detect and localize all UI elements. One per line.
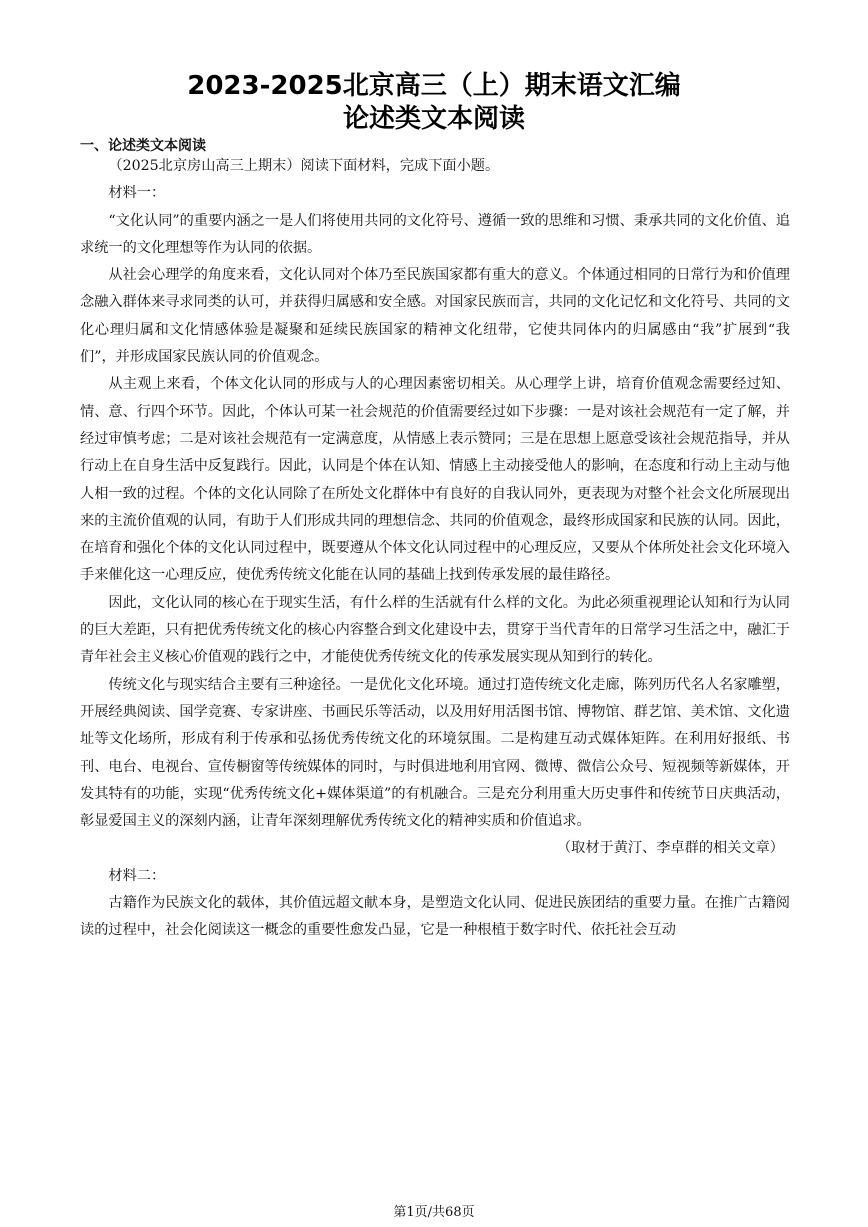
page-indicator: 第1页/共68页 xyxy=(393,1205,475,1220)
source-note: （取材于黄汀、李卓群的相关文章） xyxy=(556,840,784,857)
body-paragraph: 因此，文化认同的核心在于现实生活，有什么样的生活就有什么样的文化。为此必须重视理论认知和行为认同的巨大差距，只有把优秀传统文化的核心内容整合到文化建设中去，贯穿于当代青年的日常学习生活之中，融汇于青年社会主义核心价值观的践行之中，才能使优秀传统文化的传承发展实现从知到行的转化。 xyxy=(80,594,790,666)
body-paragraph: “文化认同”的重要内涵之一是人们将使用共同的文化符号、遵循一致的思维和习惯、秉承共同的文化价值、追求统一的文化理想等作为认同的依据。 xyxy=(80,212,790,256)
body-paragraph: 古籍作为民族文化的载体，其价值远超文献本身，是塑造文化认同、促进民族团结的重要力量。在推广古籍阅读的过程中，社会化阅读这一概念的重要性愈发凸显，它是一种根植于数字时代、依托社会互动 xyxy=(80,895,790,939)
material2-label: 材料二： xyxy=(108,867,166,884)
document-title: 2023-2025北京高三（上）期末语文汇编 xyxy=(187,71,681,101)
section-heading: 一、论述类文本阅读 xyxy=(80,138,206,154)
body-paragraph: 传统文化与现实结合主要有三种途径。一是优化文化环境。通过打造传统文化走廊，陈列历代名人名家雕塑，开展经典阅读、国学竞赛、专家讲座、书画民乐等活动，以及用好用活图书馆、博物馆、群艺馆、美术馆、文化遗址等文化场所，形成有利于传承和弘扬优秀传统文化的环境氛围。二是构建互动式媒体矩阵。在利用好报纸、书刊、电台、电视台、宣传橱窗等传统媒体的同时，与时俱进地利用官网、微博、微信公众号、短视频等新媒体，开发其特有的功能，实现“优秀传统文化+媒体渠道”的有机融合。三是充分利用重大历史事件和传统节日庆典活动，彰显爱国主义的深刻内涵，让青年深刻理解优秀传统文化的精神实质和价值追求。 xyxy=(80,676,790,830)
material1-label: 材料一： xyxy=(108,185,166,202)
document-body xyxy=(80,153,790,945)
intro-paragraph: （2025北京房山高三上期末）阅读下面材料，完成下面小题。 xyxy=(108,158,500,174)
body-paragraph: 从主观上来看，个体文化认同的形成与人的心理因素密切相关。从心理学上讲，培育价值观念需要经过知、情、意、行四个环节。因此，个体认可某一社会规范的价值需要经过如下步骤：一是对该社会规范有一定了解，并经过审慎考虑；二是对该社会规范有一定满意度，从情感上表示赞同；三是在思想上愿意受该社会规范指导，并从行动上在自身生活中反复践行。因此，认同是个体在认知、情感上主动接受他人的影响，在态度和行动上主动与他人相一致的过程。个体的文化认同除了在所处文化群体中有良好的自我认同外，更表现为对整个社会文化所展现出来的主流价值观的认同，有助于人们形成共同的理想信念、共同的价值观念，最终形成国家和民族的认同。因此，在培育和强化个体的文化认同过程中，既要遵从个体文化认同过程中的心理反应，又要从个体所处社会文化环境入手来催化这一心理反应，使优秀传统文化能在认同的基础上找到传承发展的最佳路径。 xyxy=(80,376,790,584)
body-paragraph: 从社会心理学的角度来看，文化认同对个体乃至民族国家都有重大的意义。个体通过相同的日常行为和价值理念融入群体来寻求同类的认可，并获得归属感和安全感。对国家民族而言，共同的文化记忆和文化符号、共同的文化心理归属和文化情感体验是凝聚和延续民族国家的精神文化纽带，它使共同体内的归属感由“我”扩展到“我们”，并形成国家民族认同的价值观念。 xyxy=(80,267,790,366)
document-subtitle: 论述类文本阅读 xyxy=(342,104,525,134)
